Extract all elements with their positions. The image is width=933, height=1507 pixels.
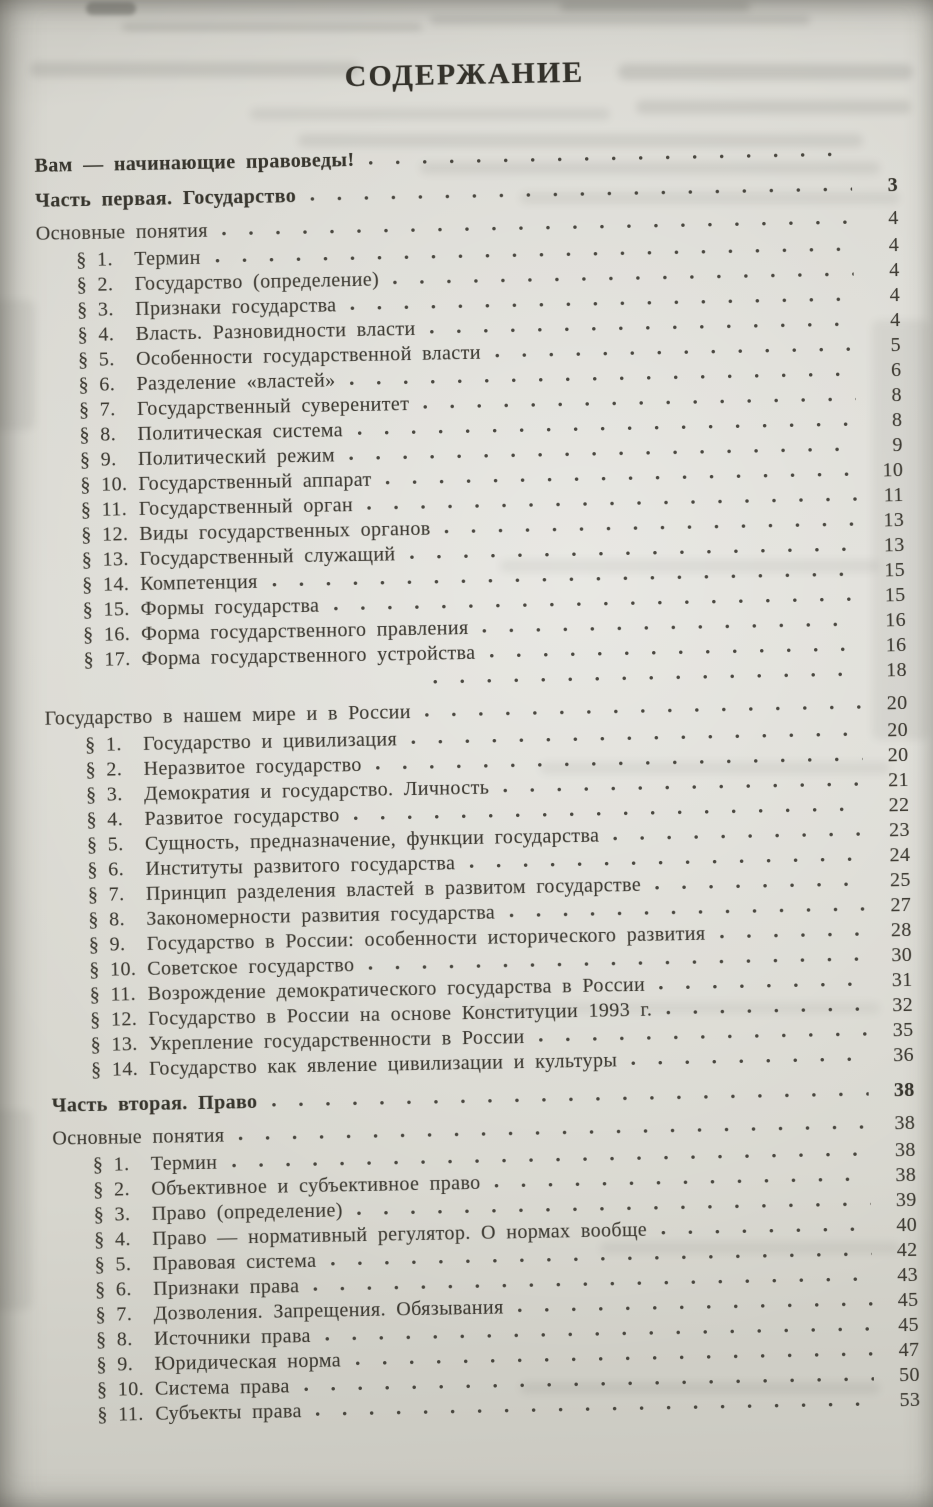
toc-entry-title: Основные понятия <box>52 1124 225 1150</box>
toc-entry-number: § 2. <box>76 273 114 297</box>
toc-entry-number: § 3. <box>85 783 123 806</box>
dot-leader <box>314 1402 875 1417</box>
toc-entry-page: 39 <box>895 1188 917 1212</box>
dot-leader <box>366 957 866 971</box>
dot-leader <box>443 522 859 535</box>
toc-entry-title: Возрождение демократического государства в России <box>147 973 646 1005</box>
toc-entry-title: Демократия и государство. Личность <box>143 776 490 805</box>
toc-entry-number: § 10. <box>89 958 137 981</box>
dot-leader <box>355 422 856 436</box>
dot-leader <box>349 297 855 311</box>
dot-leader <box>537 1032 868 1043</box>
toc-entry-number: § 7. <box>95 1303 133 1326</box>
dot-leader <box>374 757 863 771</box>
toc-entry-page: 15 <box>884 558 906 582</box>
toc-entry-page: 8 <box>891 408 903 432</box>
toc-entry-number: § 7. <box>78 398 116 422</box>
toc-entry-page: 16 <box>884 608 907 632</box>
toc-entry-number: § 4. <box>77 323 115 347</box>
toc-entry-page: 4 <box>888 258 900 282</box>
toc-entry-page: 8 <box>891 383 903 407</box>
toc-entry-number: § 4. <box>94 1228 132 1251</box>
toc-entry-number: § 1. <box>76 248 114 272</box>
toc-entry-title: Термин <box>150 1151 218 1175</box>
toc-entry-title: Государственный орган <box>138 494 354 520</box>
toc-entry-number: § 5. <box>86 833 124 856</box>
dot-leader <box>501 782 863 794</box>
toc-entry-title: Власть. Разновидности власти <box>135 317 416 346</box>
toc-entry-title: Виды государственных органов <box>139 517 431 545</box>
dot-leader <box>487 647 860 659</box>
toc-entry-page: 4 <box>889 283 901 307</box>
toc-entry-number: § 8. <box>88 908 126 931</box>
dot-leader <box>391 272 854 285</box>
dot-leader <box>269 1092 868 1108</box>
toc-entry-page: 38 <box>895 1163 917 1187</box>
toc-entry-title: Государство как явление цивилизации и культуры <box>148 1049 618 1080</box>
toc-entry-title: Укрепление государственности в России <box>148 1025 525 1055</box>
toc-entry-page: 20 <box>886 691 908 715</box>
toc-entry-number: § 5. <box>94 1253 132 1276</box>
toc-entry-title: Форма государственного правления <box>140 616 469 645</box>
toc-entry-page: 6 <box>890 358 902 382</box>
toc-entry-title: Субъекты права <box>155 1400 302 1425</box>
toc-entry-page: 25 <box>889 868 911 892</box>
toc-entry-page: 35 <box>892 1018 914 1042</box>
dot-leader <box>493 1177 871 1189</box>
page-title: СОДЕРЖАНИЕ <box>344 55 585 94</box>
dot-leader <box>421 397 856 410</box>
toc-entry-title: Политическая система <box>137 419 344 445</box>
toc-entry-page: 4 <box>888 207 899 230</box>
toc-entry-page: 10 <box>882 458 904 482</box>
toc-entry-page: 21 <box>887 768 910 792</box>
dot-leader <box>428 322 855 335</box>
toc-entry-number: § 11. <box>89 983 137 1006</box>
toc-entry-number: § 1. <box>84 733 122 756</box>
toc-entry-number: § 1. <box>92 1153 130 1176</box>
toc-entry-page: 11 <box>883 483 904 507</box>
toc-entry-title: Государственный суверенитет <box>136 393 410 420</box>
toc-entry-title: Неразвитое государство <box>143 753 362 780</box>
toc-entry-title: Государство в России на основе Конституции 1993 г. <box>147 998 653 1030</box>
toc-entry-page: 22 <box>888 793 910 817</box>
dot-leader <box>493 347 855 359</box>
toc-entry-page: 36 <box>892 1043 915 1067</box>
toc-entry-page: 50 <box>898 1363 921 1387</box>
dot-leader <box>308 187 852 202</box>
toc-entry-page: 32 <box>892 993 914 1017</box>
toc-entry-title: Политический режим <box>137 444 336 470</box>
toc-entry-number: § 14. <box>90 1058 139 1081</box>
toc-entry-page: 16 <box>885 633 907 657</box>
toc-entry-title: Особенности государственной власти <box>135 341 482 370</box>
dot-leader <box>611 832 864 842</box>
toc-entry-title: Государство в России: особенности исторического развития <box>146 922 706 955</box>
dot-leader <box>467 857 864 869</box>
toc-entry-number: § 10. <box>96 1378 145 1401</box>
toc-entry-number: § 5. <box>77 348 115 372</box>
toc-entry-title: Государственный аппарат <box>138 468 372 495</box>
toc-entry-title: Вам — начинающие правоведы! <box>34 148 355 177</box>
toc-entry-number: § 7. <box>87 883 125 906</box>
toc-entry-title: Принцип разделения властей в развитом государстве <box>145 873 642 905</box>
dot-leader <box>659 1227 871 1236</box>
toc-entry-page: 43 <box>896 1263 919 1287</box>
dot-leader <box>384 472 858 486</box>
toc-entry-page: 42 <box>896 1238 918 1262</box>
toc-entry-title: Закономерности развития государства <box>146 901 496 930</box>
toc-entry-title: Источники права <box>153 1324 312 1350</box>
toc-entry-number: § 6. <box>87 858 125 881</box>
toc-entry-title: Развитое государство <box>144 804 340 830</box>
dot-leader <box>657 982 867 991</box>
toc-entry-number: § 16. <box>82 623 131 647</box>
toc-entry-page: 40 <box>896 1213 918 1237</box>
toc-entry-page: 24 <box>889 843 911 867</box>
toc-entry-number: § 8. <box>79 423 117 447</box>
toc-entry-number: § 3. <box>76 298 114 322</box>
toc-entry-page: 27 <box>890 893 912 917</box>
dot-leader <box>367 152 852 166</box>
dot-leader <box>717 932 865 940</box>
toc-entry-title: Сущность, предназначение, функции государства <box>144 824 600 855</box>
toc-entry-page: 4 <box>889 308 901 332</box>
toc-entry-title: Правовая система <box>152 1249 317 1275</box>
toc-part-heading <box>34 138 897 179</box>
toc-entry-number: § 11. <box>97 1403 144 1426</box>
toc-entry-number: § 12. <box>81 523 129 547</box>
toc-entry-number: § 2. <box>85 758 123 781</box>
toc-entry-title: Разделение «властей» <box>136 369 336 395</box>
toc-entry-number: § 11. <box>80 498 128 522</box>
toc-entry-title: Право (определение) <box>151 1199 343 1225</box>
toc-entry-page: 20 <box>887 743 909 767</box>
toc-entry-number: § 13. <box>90 1033 138 1056</box>
toc-entry-page: 47 <box>898 1338 920 1362</box>
dot-leader <box>423 705 862 718</box>
toc-entry-title: Государство и цивилизация <box>142 728 398 755</box>
toc-entry-title: Советское государство <box>147 954 355 980</box>
toc-entry-title: Признаки государства <box>134 294 337 321</box>
dot-leader <box>664 1007 867 1016</box>
toc-entry-title: Часть вторая. Право <box>51 1090 258 1117</box>
toc-entry-page: 23 <box>888 818 911 842</box>
toc-entry-number: § 15. <box>82 598 130 622</box>
toc-entry-page: 28 <box>890 918 912 942</box>
toc-entry-number: § 17. <box>83 648 131 672</box>
toc-entry-number: § 6. <box>78 373 116 397</box>
toc-entry-number: § 9. <box>88 933 126 956</box>
table-of-contents <box>34 138 920 1429</box>
toc-entry-title: Термин <box>134 246 201 271</box>
toc-entry-page: 15 <box>884 583 906 607</box>
toc-entry-title: Дозволения. Запрещения. Обязывания <box>153 1296 504 1325</box>
toc-entry-title: Система права <box>154 1375 290 1400</box>
toc-entry-page: 53 <box>899 1388 921 1412</box>
toc-entry-page: 45 <box>897 1288 919 1312</box>
toc-entry-page: 45 <box>897 1313 920 1337</box>
toc-entry-page: 38 <box>894 1111 916 1135</box>
toc-entry-number: § 13. <box>81 548 129 572</box>
dot-leader <box>409 732 862 745</box>
toc-entry-number: § 6. <box>94 1278 132 1301</box>
toc-entry-page: 20 <box>887 718 909 742</box>
toc-entry-title: Институты развитого государства <box>145 852 456 880</box>
dot-leader <box>365 497 858 511</box>
toc-entry-number: § 9. <box>96 1353 134 1376</box>
toc-entry-title: Государство в нашем мире и в России <box>44 701 412 730</box>
toc-entry-number: § 4. <box>86 808 124 831</box>
toc-entry-title: Основные понятия <box>35 219 209 245</box>
dot-leader <box>347 447 857 461</box>
toc-entry-title: Объективное и субъективное право <box>151 1171 481 1200</box>
toc-entry-number: § 9. <box>79 448 117 472</box>
dot-leader <box>431 672 861 685</box>
toc-entry-number: § 8. <box>95 1328 133 1351</box>
toc-entry-page: 18 <box>885 658 908 682</box>
toc-entry-number: § 12. <box>89 1008 138 1031</box>
toc-entry-number: § 2. <box>93 1178 131 1201</box>
toc-entry-title: Формы государства <box>140 594 320 620</box>
toc-entry-page: 4 <box>888 234 900 257</box>
toc-entry-number: § 14. <box>82 573 130 597</box>
toc-entry-page: 3 <box>887 174 899 197</box>
dot-leader <box>353 1352 873 1367</box>
toc-entry-page: 13 <box>883 533 905 557</box>
dot-leader <box>355 1202 871 1216</box>
toc-entry-page: 5 <box>890 333 902 357</box>
toc-entry-number: § 3. <box>93 1203 131 1226</box>
toc-entry-page: 38 <box>893 1078 915 1102</box>
toc-entry-title: Право — нормативный регулятор. О нормах вообще <box>152 1218 648 1250</box>
toc-entry-number: § 10. <box>80 473 128 497</box>
toc-entry-title: Государственный служащий <box>139 543 396 570</box>
dot-leader <box>408 547 859 560</box>
dot-leader <box>348 372 856 386</box>
dot-leader <box>481 622 861 634</box>
dot-leader <box>629 1057 868 1066</box>
toc-entry-title: Юридическая норма <box>154 1349 342 1375</box>
toc-entry-title: Государство (определение) <box>134 268 380 296</box>
dot-leader <box>236 1125 869 1142</box>
dot-leader <box>220 220 853 237</box>
toc-entry-title: Компетенция <box>140 570 258 595</box>
dot-leader <box>507 907 865 919</box>
toc-entry-title: Часть первая. Государство <box>34 185 297 212</box>
dot-leader <box>516 1302 873 1314</box>
toc-entry-page: 31 <box>891 968 913 992</box>
toc-entry-title: Форма государственного устройства <box>141 641 476 670</box>
toc-entry-page: 30 <box>891 943 913 967</box>
dot-leader <box>352 807 864 821</box>
toc-entry-page: 13 <box>883 508 905 532</box>
toc-entry-page <box>858 156 898 157</box>
dot-leader <box>653 882 865 891</box>
toc-entry-page: 9 <box>892 433 904 457</box>
toc-entry-title: Признаки права <box>152 1275 300 1300</box>
toc-entry-page: 38 <box>894 1138 916 1162</box>
